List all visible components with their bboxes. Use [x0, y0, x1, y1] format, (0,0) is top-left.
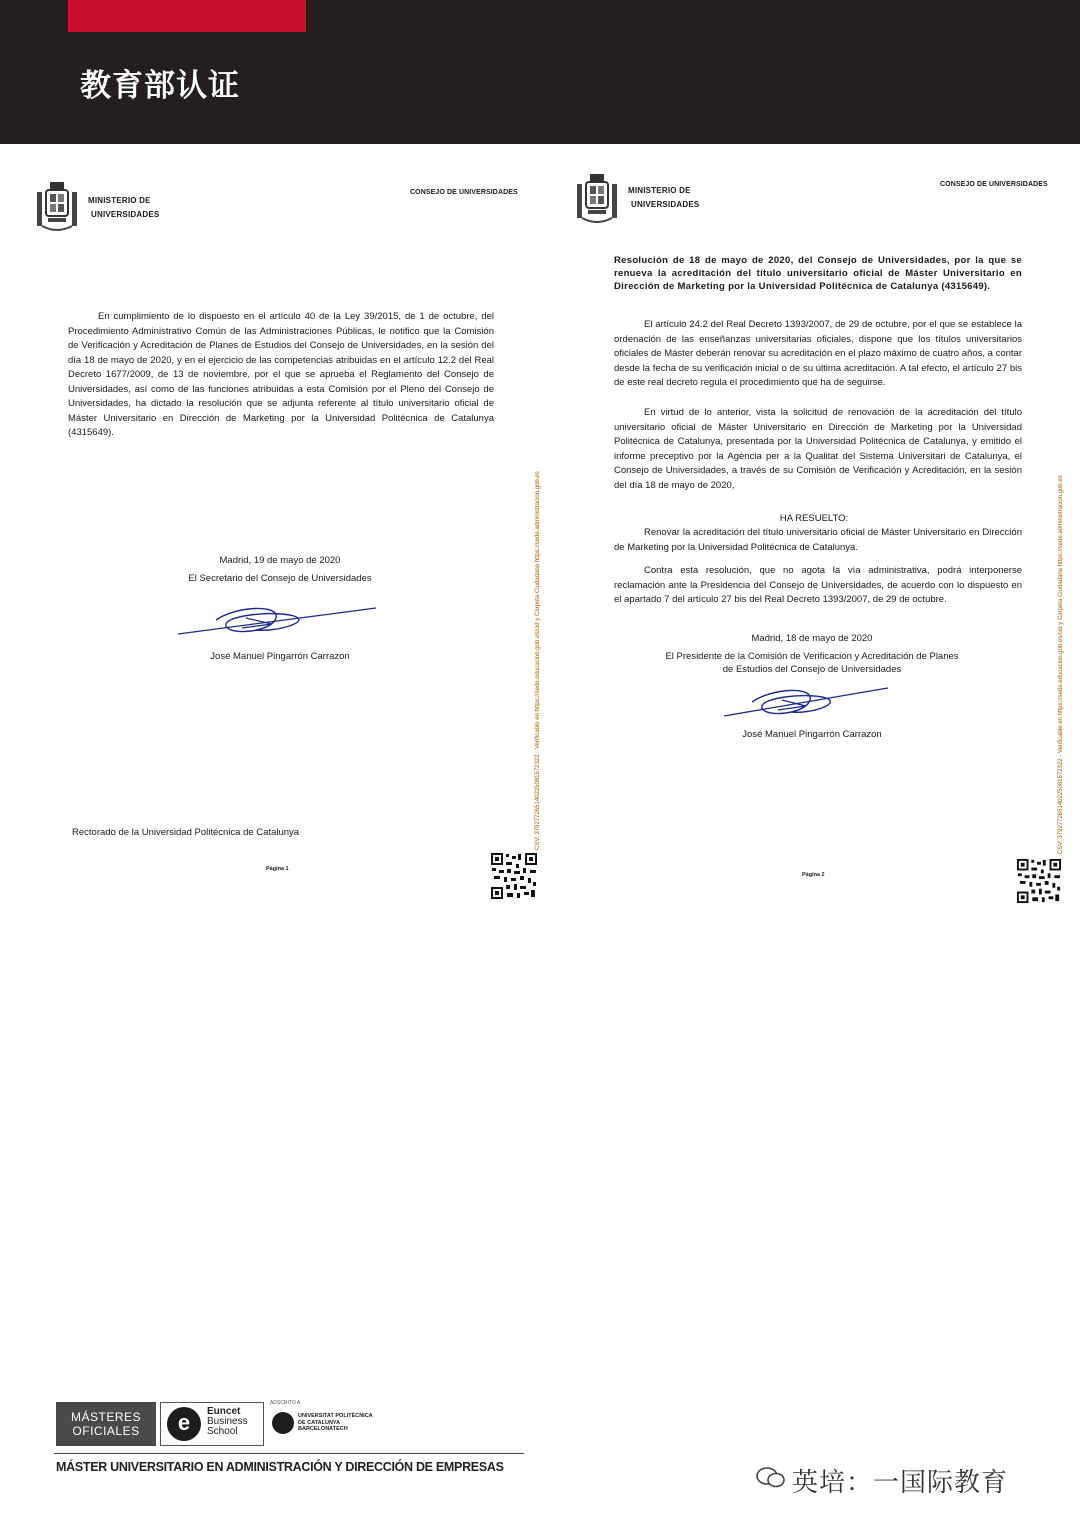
qr-code-icon: [490, 852, 538, 900]
paragraph-2: En virtud de lo anterior, vista la solicitud de renovación de la acreditación del título universitario oficial de Máster Universitario en Dirección de Marketing por la Universidad Politécnica de Catalunya, presentada por la Universidad Politécnica de Catalunya, y emitido el informe preceptivo por la Agència per a la Qualitat del Sistema Universitari de Catalunya, el Consejo de Universidades, a través de su Comisión de Verificación y Acreditación, en la sesión del día 18 de mayo de 2020,: [614, 407, 1022, 491]
resolved-label: HA RESUELTO:: [779, 513, 849, 524]
upc-affiliation-note: ADSCRITO A: [270, 1400, 301, 1406]
signer-name: José Manuel Pingarrón Carrazon: [742, 729, 882, 740]
wechat-icon: [756, 1466, 786, 1490]
signature-image: [176, 598, 380, 642]
ministry-name: MINISTERIO DE UNIVERSIDADES: [628, 186, 700, 209]
watermark-text: 英培：一国际教育: [792, 1467, 1009, 1497]
council-label: CONSEJO DE UNIVERSIDADES: [410, 189, 518, 196]
signer-role-1: El Presidente de la Comisión de Verificación y Acreditación de Planes: [665, 651, 959, 662]
place-date: Madrid, 19 de mayo de 2020: [219, 555, 341, 566]
verification-note: CSV: 379277265140225081572322 - Verificable en https://sede.educacion.gob.es/cid y Carpeta Ciudadana https://sede.administracion.gob.es: [1058, 475, 1064, 854]
program-caption: MÁSTER UNIVERSITARIO EN ADMINISTRACIÓN Y DIRECCIÓN DE EMPRESAS: [56, 1460, 504, 1474]
signer-role: El Secretario del Consejo de Universidades: [188, 573, 372, 584]
coat-of-arms-icon: [574, 172, 620, 228]
footer-divider: [54, 1453, 524, 1454]
header-banner: [0, 0, 1080, 144]
page-number: Página 2: [802, 872, 825, 878]
page-title: 教育部认证: [80, 68, 240, 103]
council-label: CONSEJO DE UNIVERSIDADES: [940, 181, 1048, 188]
document-page-2: [570, 164, 1070, 914]
coat-of-arms-icon: [34, 180, 80, 236]
recipient: Rectorado de la Universidad Politécnica de Catalunya: [72, 827, 300, 838]
verification-note: CSV: 379277265140225081572322 - Verificable en https://sede.educacion.gob.es/cid y Carpeta Ciudadana https://sede.administracion.gob.es: [535, 471, 541, 850]
accent-bar: [68, 0, 306, 32]
masteres-oficiales-logo: MÁSTERES OFICIALES: [56, 1402, 156, 1446]
paragraph-3: Renovar la acreditación del título universitario oficial de Máster Universitario en Dirección de Marketing por la Universidad Politécnica de Catalunya.: [614, 527, 1022, 553]
upc-logo-icon: [272, 1412, 294, 1434]
signer-name: José Manuel Pingarrón Carrazon: [210, 651, 350, 662]
ministry-name: MINISTERIO DE UNIVERSIDADES: [88, 196, 160, 219]
place-date: Madrid, 18 de mayo de 2020: [751, 633, 873, 644]
paragraph-1: El artículo 24.2 del Real Decreto 1393/2007, de 29 de octubre, por el que se establece la ordenación de las enseñanzas universitarias oficiales, dispone que los títulos universitarios oficiales de Máster deberán renovar su acreditación en el plazo máximo de cuatro años, a contar desde la fecha de su verificación inicial o de su última acreditación. A tal efecto, el artículo 27 bis de este real decreto regula el procedimiento que ha de seguirse.: [614, 319, 1022, 388]
qr-code-icon: [1016, 858, 1062, 904]
paragraph-4: Contra esta resolución, que no agota la vía administrativa, podrá interponerse reclamación ante la Presidencia del Consejo de Universidades, de acuerdo con lo dispuesto en el apartado 7 del artículo 27 bis del Real Decreto 1393/2007, de 29 de octubre.: [614, 565, 1022, 605]
signer-role-2: de Estudios del Consejo de Universidades: [722, 664, 902, 675]
page-number: Página 1: [266, 866, 289, 872]
euncet-logo: e Euncet Business School: [160, 1402, 264, 1446]
resolution-heading: Resolución de 18 de mayo de 2020, del Consejo de Universidades, por la que se renueva la acreditación del título universitario oficial de Máster Universitario en Dirección de Marketing por la Universidad Politécnica de Catalunya (4315649).: [614, 255, 1022, 292]
signature-image: [722, 680, 892, 722]
euncet-e-icon: e: [167, 1407, 201, 1441]
document-page-1: [30, 170, 550, 910]
upc-name: UNIVERSITAT POLITÈCNICA DE CATALUNYA BARCELONATECH: [298, 1413, 373, 1432]
body-paragraph: En cumplimiento de lo dispuesto en el artículo 40 de la Ley 39/2015, de 1 de octubre, del Procedimiento Administrativo Común de las Administraciones Públicas, le notifico que la Comisión de Verificación y Acreditación de Planes de Estudios del Consejo de Universidades, en la sesión del día 18 de mayo de 2020, y en el ejercicio de las competencias atribuidas en el artículo 12.2 del Real Decreto 1677/2009, de 13 de noviembre, por el que se aprueba el Reglamento del Consejo de Universidades, así como de las funciones atribuidas a esta Comisión por el Pleno del Consejo de Universidades, ha dictado la resolución que se adjunta referente al título universitario oficial de Máster Universitario en Dirección de Marketing por la Universidad Politécnica de Catalunya (4315649).: [68, 311, 494, 438]
